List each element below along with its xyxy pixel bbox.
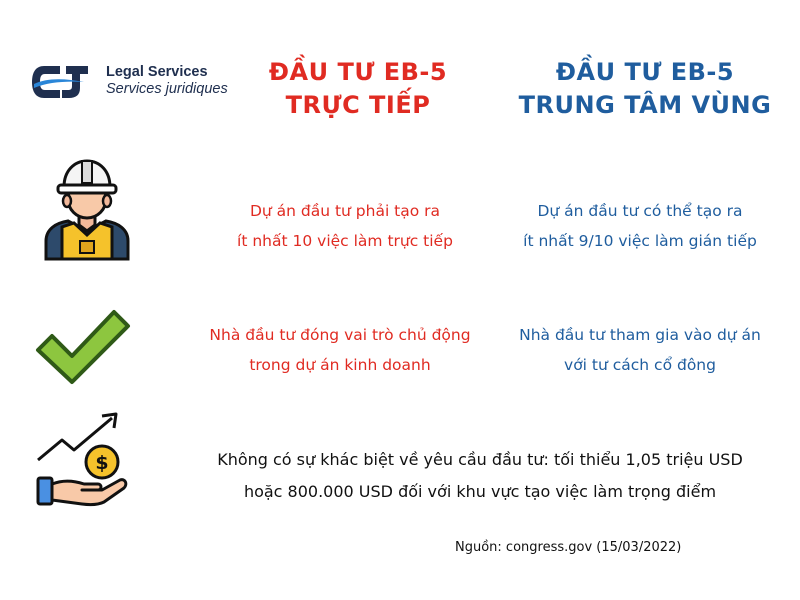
logo-line-english: Legal Services: [106, 64, 208, 80]
text-line: Nhà đầu tư tham gia vào dự án: [519, 326, 761, 344]
construction-worker-icon: [40, 157, 134, 261]
legal-services-logo: [30, 60, 250, 106]
active-role-description: [180, 320, 500, 380]
title-line: TRỰC TIẾP: [285, 91, 431, 119]
title-line: ĐẦU TƯ EB-5: [268, 58, 448, 86]
title-line: ĐẦU TƯ EB-5: [555, 58, 735, 86]
direct-jobs-requirement: [190, 196, 500, 256]
regional-center-title: [510, 56, 780, 122]
text-line: Dự án đầu tư phải tạo ra: [249, 202, 441, 220]
checkmark-icon: [34, 306, 132, 388]
indirect-jobs-requirement: [490, 196, 790, 256]
investment-amount-note: [170, 444, 790, 508]
text-line: Không có sự khác biệt về yêu cầu đầu tư: tối thiểu 1,05 triệu USD: [217, 450, 743, 469]
text-line: Nhà đầu tư đóng vai trò chủ động: [209, 326, 471, 344]
text-line: ít nhất 9/10 việc làm gián tiếp: [523, 232, 757, 250]
cj-logo-icon: [30, 64, 94, 100]
logo-text: [106, 64, 228, 98]
shareholder-role-description: [490, 320, 790, 380]
direct-investment-title: [258, 56, 458, 122]
source-citation: Nguồn: congress.gov (15/03/2022): [455, 540, 682, 555]
text-line: Dự án đầu tư có thể tạo ra: [537, 202, 743, 220]
logo-line-french: Services juridiques: [106, 81, 228, 97]
text-line: với tư cách cổ đông: [564, 356, 716, 374]
text-line: ít nhất 10 việc làm trực tiếp: [237, 232, 453, 250]
text-line: hoặc 800.000 USD đối với khu vực tạo việc làm trọng điểm: [243, 482, 717, 501]
text-line: trong dự án kinh doanh: [249, 356, 431, 374]
hand-coin-growth-icon: [32, 410, 132, 510]
title-line: TRUNG TÂM VÙNG: [518, 91, 772, 119]
svg-text:$: $: [95, 452, 109, 474]
